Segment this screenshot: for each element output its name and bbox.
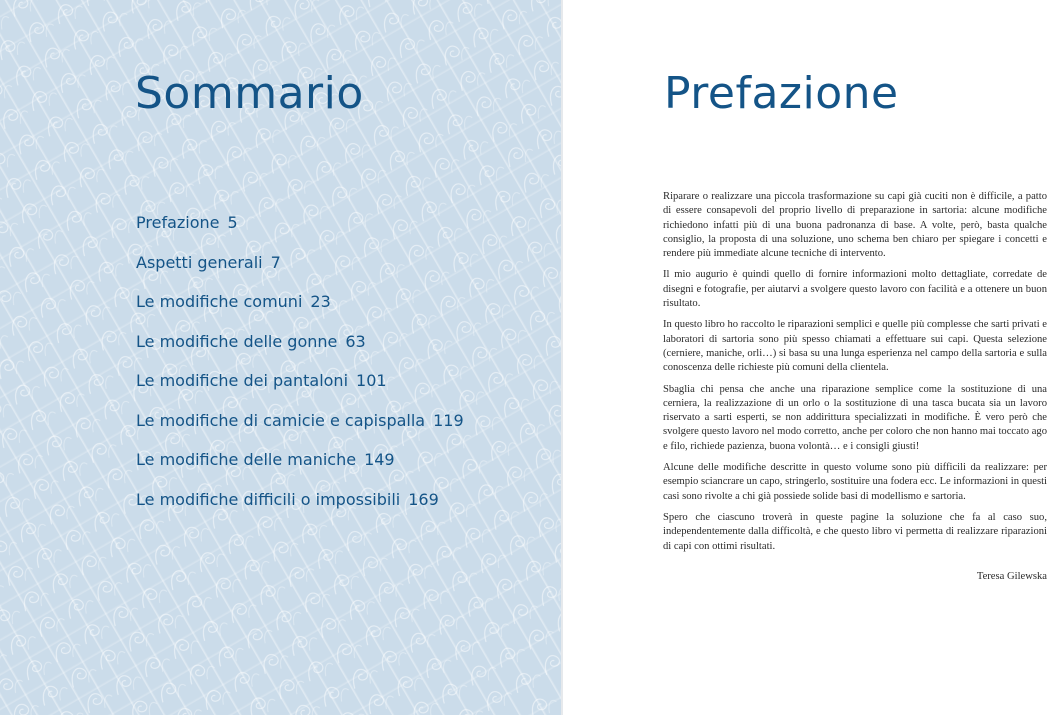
toc-entry[interactable] (136, 490, 464, 530)
toc-entry[interactable] (136, 332, 464, 372)
toc-entry-page: 149 (364, 450, 395, 469)
toc-entry-page: 5 (227, 213, 238, 232)
preface-paragraph: Sbaglia chi pensa che anche una riparazione semplice come la sostituzione di una cerniera, la realizzazione di un orlo o la sostituzione di una tasca bucata sia un lavoro riservato a sarti esperti, se non addirittura specializzati in modifiche. È vero però che svolgere questo lavoro nel modo corretto, anche per coloro che non hanno mai toccato ago e filo, richiede pazienza, buona volontà… e i consigli giusti! (663, 383, 1047, 452)
toc-entry[interactable] (136, 411, 464, 451)
toc-entry-page: 119 (433, 410, 464, 430)
toc-entry-page: 169 (408, 489, 439, 509)
toc-entry-label: Le modifiche comuni (136, 292, 303, 311)
toc-entry[interactable] (136, 450, 464, 490)
toc-list (136, 213, 464, 529)
author-signature: Teresa Gilewska (976, 571, 1047, 582)
preface-paragraph: Alcune delle modifiche descritte in questo volume sono più difficili da realizzare: per esempio sciancrare un capo, stringerlo, sostituire una fodera ecc. Le informazioni in questi casi sono rivolte a chi già possiede solide basi di modellismo e sartoria. (663, 462, 1047, 502)
right-page-preface (563, 0, 1060, 715)
toc-entry-label: Aspetti generali (136, 252, 263, 272)
toc-entry[interactable] (136, 253, 464, 293)
toc-entry-page: 101 (356, 371, 387, 390)
toc-entry-label: Le modifiche dei pantaloni (136, 371, 349, 390)
preface-body (663, 190, 1047, 561)
toc-entry-page: 23 (310, 292, 331, 311)
toc-entry[interactable] (136, 292, 464, 332)
toc-entry-label: Le modifiche delle maniche (136, 450, 357, 469)
preface-paragraph: In questo libro ho raccolto le riparazioni semplici e quelle più complesse che sarti privati e laboratori di sartoria sono più spesso chiamati a effettuare sui capi. Questa selezione (cerniere, maniche, orli…) si basa su una lunga esperienza nel campo della sartoria e sulla conoscenza delle richieste più comuni della clientela. (663, 319, 1047, 374)
preface-paragraph: Riparare o realizzare una piccola trasformazione su capi già cuciti non è difficile, a patto di essere consapevoli del proprio livello di preparazione in sartoria: alcune modifiche richiedono infatti più di una buona padronanza di base. A volte, però, basta qualche consiglio, la proposta di una soluzione, uno schema ben chiaro per spiegare i concetti e rendere più immediate alcune tecniche di intervento. (663, 191, 1047, 260)
toc-title: Sommario (135, 68, 364, 119)
preface-title: Prefazione (664, 68, 899, 119)
preface-paragraph: Spero che ciascuno troverà in queste pagine la soluzione che fa al caso suo, independentemente dalla difficoltà, e che questo libro vi permetta di realizzare riparazioni di capi con ottimi risultati. (663, 511, 1047, 552)
toc-entry-label: Le modifiche delle gonne (136, 331, 338, 351)
toc-entry[interactable] (136, 213, 464, 253)
toc-entry[interactable] (136, 371, 464, 411)
preface-paragraph: Il mio augurio è quindi quello di fornire informazioni molto dettagliate, corredate de disegni e fotografie, per aiutarvi a svolgere questo lavoro con facilità e a ottenere un buon risultato. (663, 269, 1047, 310)
toc-entry-label: Le modifiche di camicie e capispalla (136, 410, 426, 430)
toc-entry-page: 7 (270, 252, 281, 272)
toc-entry-page: 63 (345, 331, 366, 351)
toc-entry-label: Le modifiche difficili o impossibili (136, 489, 401, 509)
toc-entry-label: Prefazione (136, 213, 220, 232)
